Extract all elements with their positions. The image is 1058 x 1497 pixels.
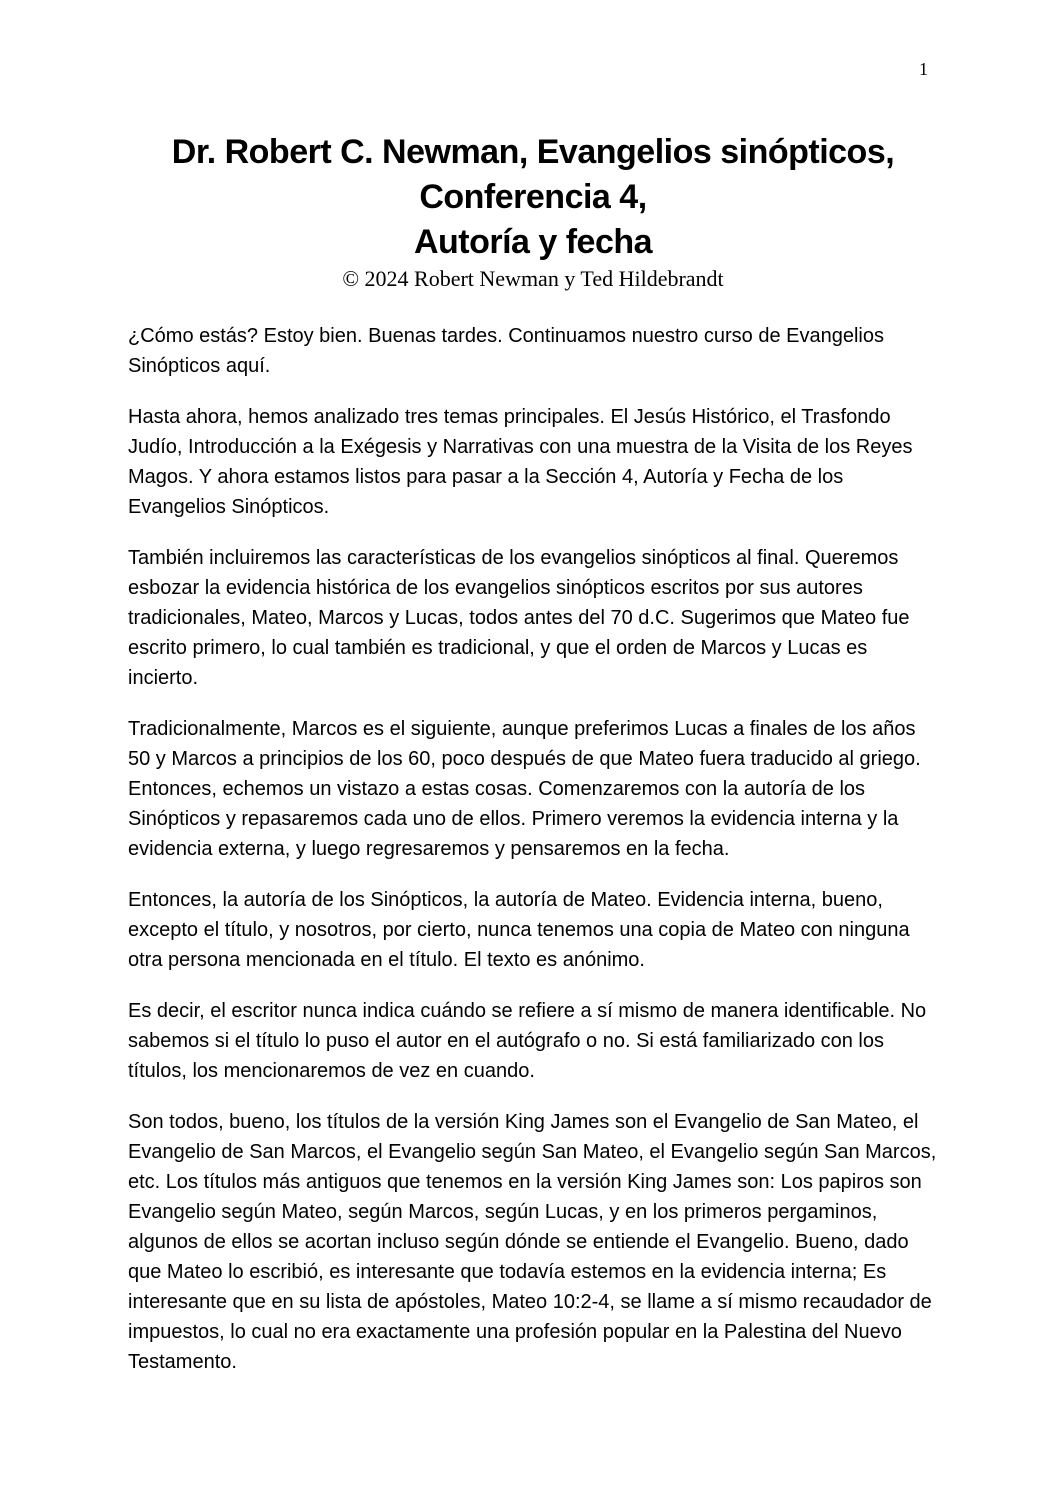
document-body [128, 321, 938, 1377]
copyright-line: © 2024 Robert Newman y Ted Hildebrandt [342, 266, 724, 291]
title-line-1: Dr. Robert C. Newman, Evangelios sinópticos, [171, 133, 895, 171]
paragraph-3: También incluiremos las características de los evangelios sinópticos al final. Queremos esbozar la evidencia histórica de los evangelios sinópticos escritos por sus autores tradicionales, Mateo, Marcos y Lucas, todos antes del 70 d.C. Sugerimos que Mateo fue escrito primero, lo cual también es tradicional, y que el orden de Marcos y Lucas es incierto. [128, 547, 910, 689]
paragraph-7: Son todos, bueno, los títulos de la versión King James son el Evangelio de San Mateo, el Evangelio de San Marcos, el Evangelio según San Mateo, el Evangelio según San Marcos, etc. Los títulos más antiguos que tenemos en la versión King James son: Los papiros son Evangelio según Mateo, según Marcos, según Lucas, y en los primeros pergaminos, algunos de ellos se acortan incluso según dónde se entiende el Evangelio. Bueno, dado que Mateo lo escribió, es interesante que todavía estemos en la evidencia interna; Es interesante que en su lista de apóstoles, Mateo 10:2-4, se llame a sí mismo recaudador de impuestos, lo cual no era exactamente una profesión popular en la Palestina del Nuevo Testamento. [128, 1111, 937, 1373]
title-line-3: Autoría y fecha [413, 223, 653, 261]
document-title [128, 130, 938, 265]
paragraph-5: Entonces, la autoría de los Sinópticos, la autoría de Mateo. Evidencia interna, bueno, excepto el título, y nosotros, por cierto, nunca tenemos una copia de Mateo con ninguna otra persona mencionada en el título. El texto es anónimo. [128, 889, 910, 971]
title-line-2: Conferencia 4, [419, 178, 647, 216]
page-number: 1 [919, 59, 928, 79]
paragraph-6: Es decir, el escritor nunca indica cuándo se refiere a sí mismo de manera identificable. No sabemos si el título lo puso el autor en el autógrafo o no. Si está familiarizado con los títulos, los mencionaremos de vez en cuando. [128, 1000, 927, 1082]
paragraph-4: Tradicionalmente, Marcos es el siguiente, aunque preferimos Lucas a finales de los años 50 y Marcos a principios de los 60, poco después de que Mateo fuera traducido al griego. Entonces, echemos un vistazo a estas cosas. Comenzaremos con la autoría de los Sinópticos y repasaremos cada uno de ellos. Primero veremos la evidencia interna y la evidencia externa, y luego regresaremos y pensaremos en la fecha. [128, 718, 921, 860]
paragraph-1: ¿Cómo estás? Estoy bien. Buenas tardes. Continuamos nuestro curso de Evangelios Sinópticos aquí. [128, 325, 884, 377]
paragraph-2: Hasta ahora, hemos analizado tres temas principales. El Jesús Histórico, el Trasfondo Judío, Introducción a la Exégesis y Narrativas con una muestra de la Visita de los Reyes Magos. Y ahora estamos listos para pasar a la Sección 4, Autoría y Fecha de los Evangelios Sinópticos. [128, 406, 913, 518]
